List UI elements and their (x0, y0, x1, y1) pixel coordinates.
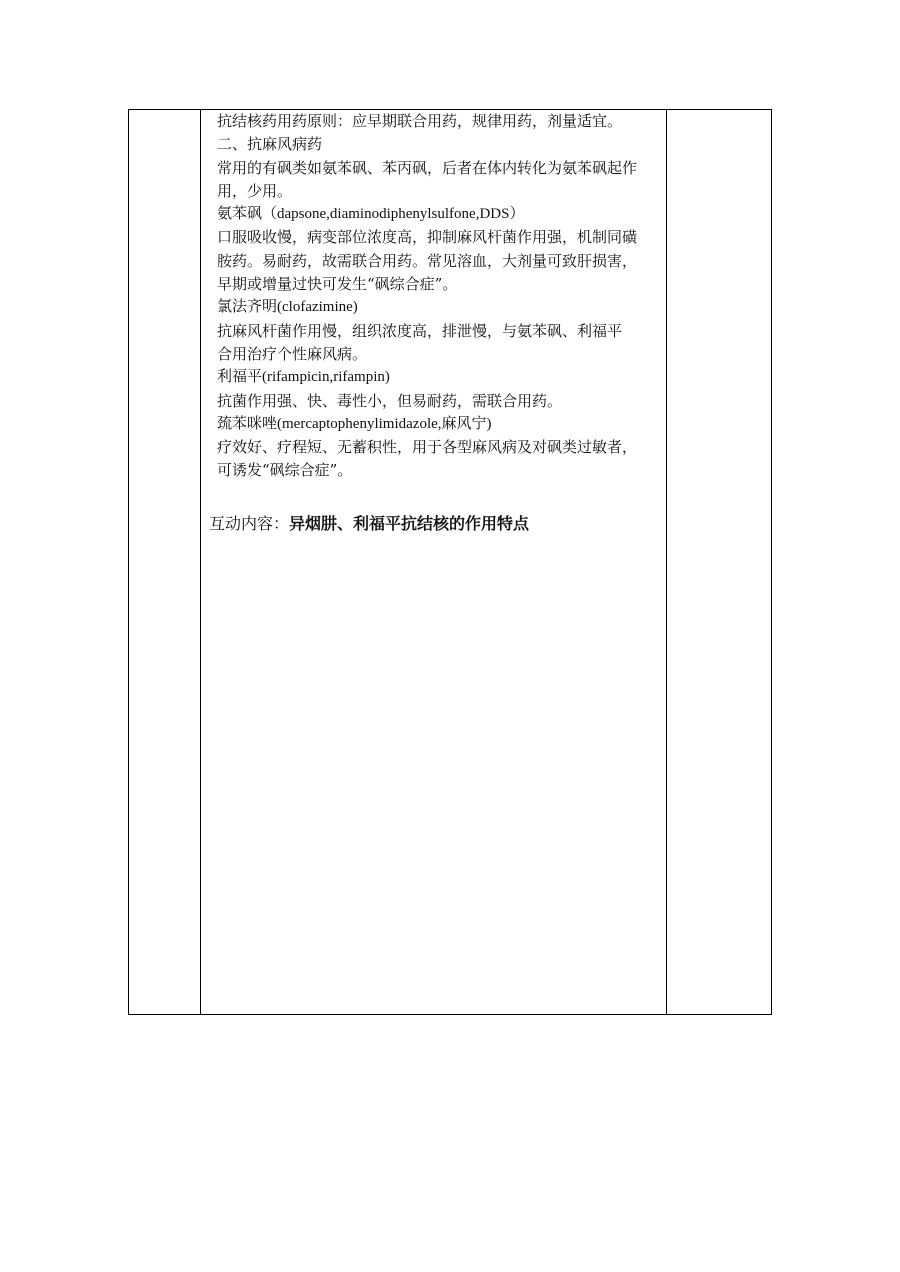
column-divider-left (200, 110, 201, 1014)
drug-name-rifampicin: 利福平(rifampicin,rifampin) (217, 369, 390, 386)
left-column-cell (129, 110, 200, 1014)
lesson-content (217, 110, 662, 483)
drug-name-dapsone: 氨苯砜（dapsone,diaminodiphenylsulfone,DDS） (217, 206, 525, 223)
text-line: 抗麻风杆菌作用慢，组织浓度高，排泄慢，与氨苯砜、利福平 (217, 321, 623, 340)
text-line: 胺药。易耐药，故需联合用药。常见溶血，大剂量可致肝损害， (217, 251, 638, 270)
interactive-topic: 异烟肼、利福平抗结核的作用特点 (289, 514, 530, 533)
right-column-cell (667, 110, 771, 1014)
drug-name-clofazimine: 氯法齐明(clofazimine) (217, 299, 358, 316)
text-line: 抗结核药用药原则：应早期联合用药，规律用药，剂量适宜。 (217, 112, 623, 130)
text-line: 抗菌作用强、快、毒性小，但易耐药，需联合用药。 (217, 391, 563, 410)
interactive-label: 互动内容： (209, 514, 290, 533)
text-line: 可诱发“砜综合症”。 (217, 461, 353, 480)
section-heading: 二、抗麻风病药 (217, 135, 323, 154)
text-line: 疗效好、疗程短、无蓄积性，用于各型麻风病及对砜类过敏者， (217, 438, 638, 457)
text-line: 用，少用。 (217, 181, 293, 200)
text-line: 合用治疗个性麻风病。 (217, 344, 368, 363)
interactive-content (209, 512, 529, 536)
drug-name-mercaptophenylimidazole: 巯苯咪唑(mercaptophenylimidazole,麻风宁) (217, 415, 492, 432)
text-line: 早期或增量过快可发生“砜综合症”。 (217, 275, 458, 294)
text-line: 口服吸收慢，病变部位浓度高，抑制麻风杆菌作用强，机制同磺 (217, 228, 638, 247)
text-line: 常用的有砜类如氨苯砜、苯丙砜，后者在体内转化为氨苯砜起作 (217, 158, 638, 177)
